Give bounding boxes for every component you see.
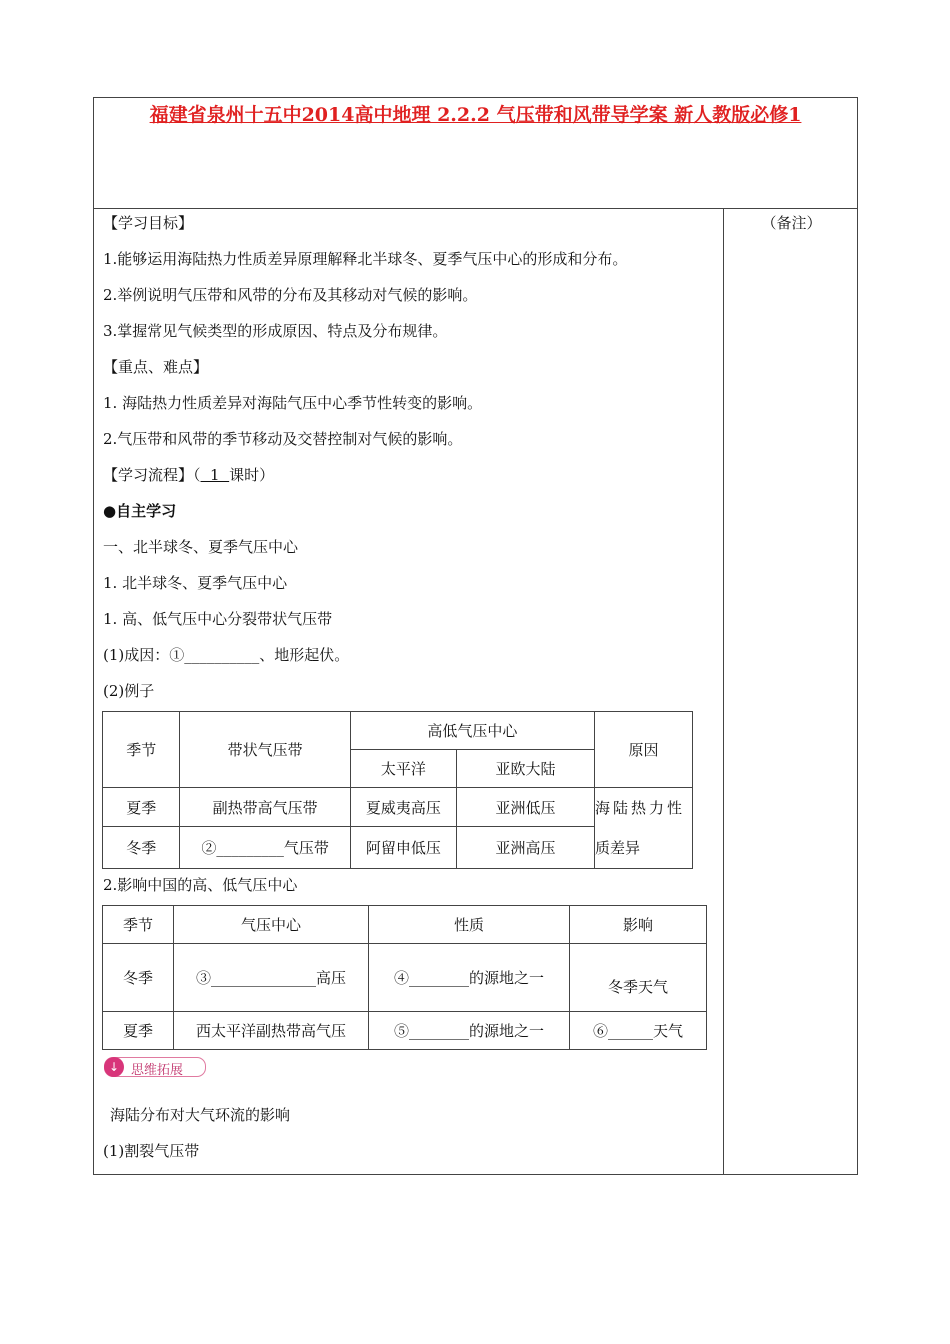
heading-4: 2.影响中国的高、低气压中心 (103, 876, 298, 894)
cause-line: (1)成因：①__________、地形起伏。 (103, 646, 350, 664)
t1-row2-season: 冬季 (103, 827, 180, 869)
t2-row2-impact: ⑥______天气 (570, 1012, 707, 1050)
t1-header-reason: 原因 (595, 712, 693, 788)
process-suffix: 课时） (229, 466, 275, 484)
t1-row1-belt: 副热带高气压带 (180, 788, 350, 827)
t1-header-eurasia: 亚欧大陆 (457, 750, 595, 788)
note-column-divider (723, 208, 724, 1174)
key-point-2: 2.气压带和风带的季节移动及交替控制对气候的影响。 (103, 430, 463, 448)
key-point-1: 1. 海陆热力性质差异对海陆气压中心季节性转变的影响。 (103, 394, 483, 412)
document-title: 福建省泉州十五中2014高中地理 2.2.2 气压带和风带导学案 新人教版必修1 (149, 104, 802, 126)
t1-row1-eurasia: 亚洲低压 (457, 788, 595, 827)
title-divider (94, 208, 857, 209)
t1-reason-line-a: 海陆热力性 (595, 799, 686, 817)
ocean-land-paragraph: 海陆分布对大气环流的影响 (110, 1106, 291, 1124)
t1-row2-eurasia: 亚洲高压 (457, 827, 595, 869)
t2-row2-season: 夏季 (103, 1012, 174, 1050)
t1-reason-cell (595, 788, 693, 869)
thinking-extension-label: 思维拓展 (131, 1063, 184, 1078)
t2-header-impact: 影响 (570, 906, 707, 944)
process-hours: 1 (200, 466, 230, 484)
t2-row2-center: 西太平洋副热带高气压 (174, 1012, 369, 1050)
process-prefix: 【学习流程】（ (103, 466, 201, 484)
t2-row1-season: 冬季 (103, 944, 174, 1012)
down-arrow-icon: ↓ (104, 1057, 124, 1077)
t1-row2-belt: ②_________气压带 (180, 827, 350, 869)
section-key-points: 【重点、难点】 (103, 358, 209, 376)
t1-row1-pacific: 夏威夷高压 (350, 788, 456, 827)
goal-3: 3.掌握常见气候类型的形成原因、特点及分布规律。 (103, 322, 448, 340)
t1-header-center: 高低气压中心 (350, 712, 594, 750)
t2-row2-nature: ⑤________的源地之一 (369, 1012, 570, 1050)
t1-header-season: 季节 (103, 712, 180, 788)
t2-row1-center: ③______________高压 (174, 944, 369, 1012)
t2-row1-impact: 冬季天气 (570, 944, 707, 1012)
t1-header-belt: 带状气压带 (180, 712, 350, 788)
thinking-extension-tag (104, 1057, 206, 1077)
goal-1: 1.能够运用海陆热力性质差异原理解释北半球冬、夏季气压中心的形成和分布。 (103, 250, 628, 268)
t1-reason-line-b: 质差异 (595, 839, 641, 857)
t2-header-center: 气压中心 (174, 906, 369, 944)
t1-header-pacific: 太平洋 (350, 750, 456, 788)
example-line: (2)例子 (103, 682, 155, 700)
self-study-heading: ●自主学习 (103, 502, 177, 520)
heading-3: 1. 高、低气压中心分裂带状气压带 (103, 610, 333, 628)
split-pressure-paragraph: (1)割裂气压带 (103, 1142, 200, 1160)
t2-header-nature: 性质 (369, 906, 570, 944)
note-label: （备注） (761, 214, 822, 232)
heading-1: 一、北半球冬、夏季气压中心 (103, 538, 299, 556)
learning-process (103, 464, 274, 485)
t1-row1-season: 夏季 (103, 788, 180, 827)
goal-2: 2.举例说明气压带和风带的分布及其移动对气候的影响。 (103, 286, 478, 304)
t2-header-season: 季节 (103, 906, 174, 944)
pressure-belt-table (102, 711, 693, 869)
t2-row1-nature: ④________的源地之一 (369, 944, 570, 1012)
t1-row2-pacific: 阿留申低压 (350, 827, 456, 869)
china-pressure-table (102, 905, 707, 1050)
section-goals: 【学习目标】 (103, 214, 194, 232)
heading-2: 1. 北半球冬、夏季气压中心 (103, 574, 288, 592)
